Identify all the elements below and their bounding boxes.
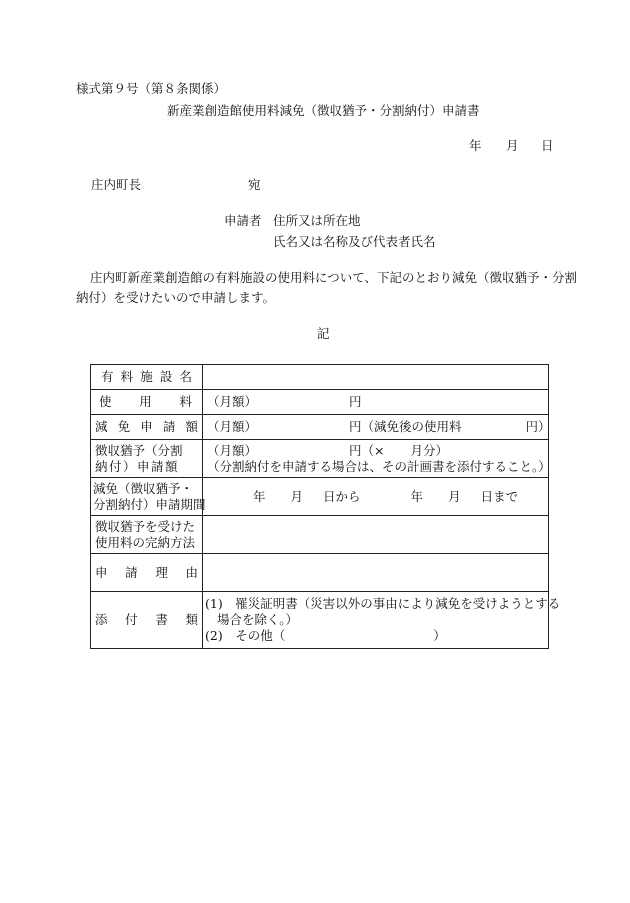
attachment-item-1-line-2: 場合を除く。）	[217, 612, 299, 627]
facility-name-field[interactable]	[203, 365, 549, 390]
table-row	[91, 365, 549, 390]
label-cell	[91, 554, 203, 592]
reason-field[interactable]	[203, 554, 549, 592]
label-payment-method-line-2: 使用料の完納方法	[95, 534, 196, 550]
table-row	[91, 440, 549, 478]
application-period-field[interactable]	[203, 478, 549, 516]
yen-label: 円（減免後の使用料	[349, 419, 462, 434]
usage-fee-field[interactable]	[203, 390, 549, 415]
applicant-label: 申請者	[224, 213, 262, 228]
label-usage-fee: 使 用 料	[99, 394, 192, 409]
table-row	[91, 390, 549, 415]
label-deferral-line-1: 徴収猶予（分割	[95, 442, 183, 458]
attachments-field[interactable]	[203, 592, 561, 649]
table-row	[91, 592, 549, 649]
label-facility-name: 有 料 施 設 名	[101, 369, 192, 384]
installment-note: （分割納付を申請する場合は、その計画書を添付すること。）	[207, 458, 551, 474]
table-row	[91, 554, 549, 592]
label-cell	[91, 516, 203, 554]
addressee-suffix: 宛	[248, 177, 261, 192]
addressee-name: 庄内町長	[91, 177, 142, 192]
from-day: 日から	[323, 488, 361, 504]
monthly-label: （月額）	[207, 442, 258, 458]
table-row	[91, 415, 549, 440]
label-reduction-amount: 減 免 申 請 額	[95, 419, 198, 434]
form-title: 新産業創造館使用料減免（徴収猶予・分割納付）申請書	[167, 103, 480, 118]
to-day: 日まで	[480, 488, 519, 504]
monthly-label: （月額）	[207, 419, 258, 434]
attachment-item-1-line-1: (1) 罹災証明書（災害以外の事由により減免を受けようとする	[205, 596, 561, 611]
ki-heading: 記	[317, 326, 330, 341]
attachment-item-2: (2) その他（	[205, 628, 286, 643]
label-cell	[91, 390, 203, 415]
label-cell	[91, 440, 203, 478]
from-month: 月	[290, 488, 304, 504]
to-month: 月	[448, 488, 461, 504]
payment-method-field[interactable]	[203, 516, 549, 554]
body-line-1: 庄内町新産業創造館の有料施設の使用料について、下記のとおり減免（徴収猶予・分割	[90, 270, 578, 285]
label-payment-method-line-1: 徴収猶予を受けた	[95, 518, 196, 534]
label-deferral-line-2: 納付）申請額	[95, 458, 180, 474]
label-cell	[91, 415, 203, 440]
deferral-amount-field[interactable]	[203, 440, 549, 478]
reduction-amount-field[interactable]	[203, 415, 549, 440]
form-number: 様式第９号（第８条関係）	[76, 81, 227, 96]
application-table	[90, 364, 561, 649]
to-year: 年	[410, 488, 424, 504]
body-line-2: 納付）を受けたいので申請します。	[76, 290, 276, 305]
date-day: 日	[541, 138, 554, 153]
date-year: 年	[469, 138, 482, 153]
date-month: 月	[506, 138, 519, 153]
months-label: 月分）	[410, 442, 449, 458]
label-reason: 申 請 理 由	[95, 564, 198, 580]
monthly-label: （月額）	[207, 394, 258, 409]
from-year: 年	[253, 488, 266, 504]
label-attachments: 添 付 書 類	[95, 612, 198, 627]
label-cell	[91, 478, 206, 516]
label-period-line-2: 分割納付）申請期間	[93, 496, 206, 512]
table-row	[91, 516, 549, 554]
yen-times-label: 円（×	[349, 442, 385, 458]
table-row	[91, 478, 549, 516]
attachment-item-2-close: ）	[433, 628, 446, 643]
yen-label: 円	[349, 394, 362, 409]
label-cell	[91, 365, 203, 390]
applicant-address: 住所又は所在地	[273, 213, 361, 228]
yen-close-label: 円）	[525, 419, 551, 434]
applicant-name: 氏名又は名称及び代表者氏名	[273, 234, 436, 249]
label-period-line-1: 減免（徴収猶予・	[93, 480, 194, 496]
label-cell	[91, 592, 203, 649]
